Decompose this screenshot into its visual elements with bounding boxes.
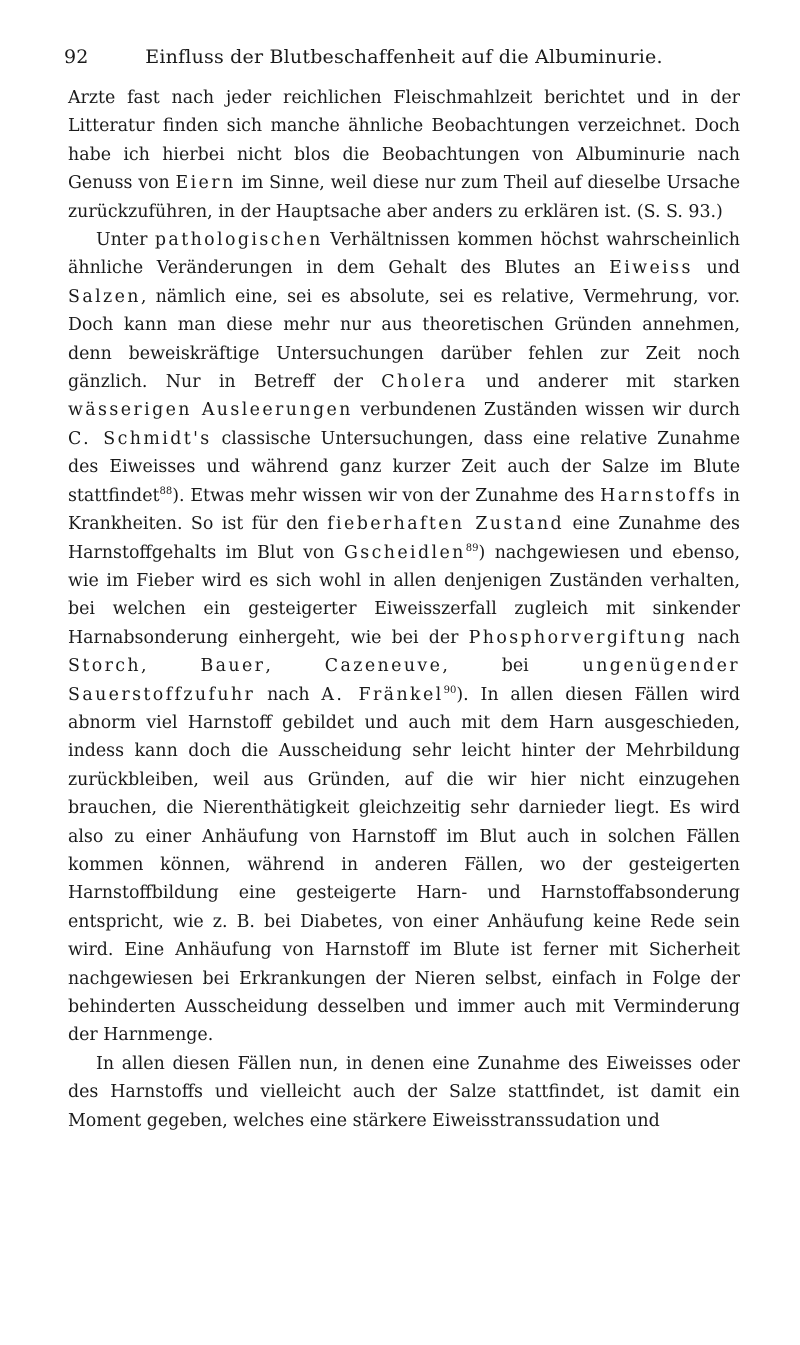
text-run: ). In allen diesen Fällen wird abnorm viel Harnstoff gebildet und auch mit dem Harn ausgeschieden, indess kann doch die Ausscheidung sehr leicht hinter der Mehrbildung zurückbleiben, weil aus Gründen, auf die wir hier nicht einzugehen brauchen, die Nierenthätigkeit gleichzeitig sehr darnieder liegt. Es wird also zu einer Anhäufung von Harnstoff im Blut auch in solchen Fällen kommen können, während in anderen Fällen, wo der gesteigerten Harnstoffbildung eine gesteigerte Harn- und Harnstoffabsonderung entspricht, wie z. B. bei Diabetes, von einer Anhäufung keine Rede sein wird. Eine Anhäufung von Harnstoff im Blute ist ferner mit Sicherheit nachgewiesen bei Erkrankungen der Nieren selbst, einfach in Folge der behinderten Ausscheidung desselben und immer auch mit Verminderung der Harnmenge.	[68, 684, 740, 1046]
text-run: und anderer mit starken	[467, 372, 740, 393]
text-run: im Sinne, weil diese nur zum Theil auf dieselbe Ursache zurückzuführen, in der Hauptsache aber anders zu erklären ist. (S. S. 93.)	[68, 173, 740, 222]
paragraph-3	[68, 1050, 740, 1135]
text-run: ). Etwas mehr wissen wir von der Zunahme des	[172, 485, 601, 506]
footnote-ref-89: 89	[465, 542, 479, 554]
page-number: 92	[64, 46, 89, 68]
paragraph-2	[68, 226, 740, 1050]
text-run: In allen diesen Fällen nun, in denen eine Zunahme des Eiweisses oder des Harnstoffs und vielleicht auch der Salze stattfindet, ist damit ein Moment gegeben, welches eine stärkere Eiweisstranssudation und	[68, 1053, 740, 1131]
text-run: verbundenen Zuständen wissen wir durch	[352, 400, 741, 421]
spaced-term: Eiern	[175, 173, 236, 194]
spaced-term: pathologischen	[154, 230, 323, 251]
text-run: eine Zunahme des Harnstoffgehalts im Blut von	[68, 514, 740, 563]
spaced-term: Salzen	[68, 286, 141, 307]
running-title: Einfluss der Blutbeschaffenheit auf die Albuminurie.	[145, 46, 663, 68]
spaced-term: Cholera	[381, 372, 468, 393]
text-run: nach	[687, 627, 740, 648]
page	[64, 44, 741, 1135]
text-run: ,	[265, 656, 325, 677]
running-head	[64, 44, 740, 84]
spaced-term: C. Schmidt's	[68, 428, 212, 449]
text-run: Verhältnissen kommen höchst wahrscheinlich ähnliche Veränderungen in dem Gehalt des Blutes an	[68, 230, 741, 279]
text-run: in Krankheiten. So ist für den	[68, 485, 741, 535]
spaced-term: Eiweiss	[609, 258, 693, 279]
spaced-term: Phosphorvergiftung	[468, 627, 688, 648]
text-run: , nämlich eine, sei es absolute, sei es relative, Vermehrung, vor. Doch kann man diese mehr nur aus theoretischen Gründen annehmen, denn beweiskräftige Untersuchungen darüber fehlen zur Zeit noch gänzlich. Nur in Betreff der	[68, 286, 740, 393]
spaced-term: ungenügender Sauerstoffzufuhr	[68, 656, 740, 705]
footnote-ref-90: 90	[443, 684, 457, 696]
spaced-term: A. Fränkel	[321, 684, 444, 705]
text-run: nach	[255, 684, 322, 705]
spaced-term: Gscheidlen	[343, 542, 466, 563]
spaced-term: Storch	[68, 656, 142, 677]
spaced-term: fieberhaften Zustand	[327, 514, 565, 535]
text-run: Arzte fast nach jeder reichlichen Fleischmahlzeit berichtet und in der Litteratur finden sich manche ähnliche Beobachtungen verzeichnet. Doch habe ich hierbei nicht blos die Beobachtungen von Albuminurie nach Genuss von	[68, 88, 740, 194]
text-run: ) nachgewiesen und ebenso, wie im Fieber wird es sich wohl in allen denjenigen Zuständen verhalten, bei welchen ein gesteigerter Eiweisszerfall zugleich mit sinkender Harnabsonderung einhergeht, wie bei der	[68, 542, 740, 648]
spaced-term: wässerigen Ausleerungen	[68, 400, 353, 421]
paragraph-1	[68, 84, 740, 226]
body-text	[68, 84, 740, 1135]
spaced-term: Harnstoffs	[600, 485, 718, 506]
text-run: und	[692, 258, 741, 279]
text-run: ,	[141, 656, 201, 677]
footnote-ref-88: 88	[159, 485, 173, 497]
spaced-term: Cazeneuve	[324, 656, 443, 677]
spaced-term: Bauer	[200, 656, 266, 677]
text-run: , bei	[442, 656, 583, 677]
text-run: Unter	[96, 230, 155, 251]
text-run: classische Untersuchungen, dass eine relative Zunahme des Eiweisses und während ganz kurzer Zeit auch der Salze im Blute stattfindet	[68, 428, 740, 506]
